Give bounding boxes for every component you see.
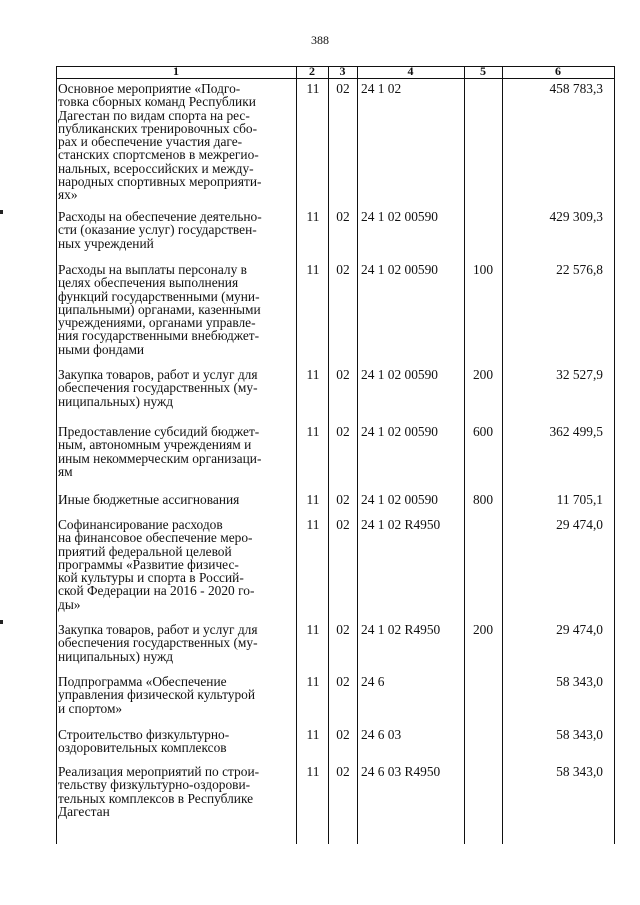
- target-article-code: 24 1 02 00590: [361, 262, 438, 277]
- subsection-code: 02: [336, 424, 350, 439]
- target-article-code: 24 6: [361, 674, 385, 689]
- subsection-code: 02: [336, 262, 350, 277]
- amount-value: 29 474,0: [556, 622, 603, 637]
- scan-edge-mark: [0, 210, 3, 214]
- expense-type-code: 600: [472, 424, 494, 439]
- amount-value: 58 343,0: [556, 764, 603, 779]
- section-code: 11: [306, 367, 320, 382]
- row-description: Софинансирование расходов на финансовое обеспечение меро- приятий федеральной целевой программы «Развитие физичес- кой культуры и спорта в Россий- ской Федерации на 2016 - 2020 го- ды»: [58, 517, 255, 612]
- section-code: 11: [306, 424, 320, 439]
- expense-type-code: 100: [472, 262, 494, 277]
- column-header: 3: [339, 64, 346, 78]
- target-article-code: 24 1 02 R4950: [361, 517, 441, 532]
- column-header: 5: [480, 64, 486, 78]
- amount-value: 11 705,1: [556, 492, 603, 507]
- target-article-code: 24 1 02 00590: [361, 367, 438, 382]
- subsection-code: 02: [336, 209, 350, 224]
- section-code: 11: [306, 262, 320, 277]
- target-article-code: 24 1 02 00590: [361, 492, 438, 507]
- amount-value: 29 474,0: [556, 517, 603, 532]
- page-number: 388: [311, 33, 329, 47]
- column-divider: [464, 66, 465, 844]
- amount-value: 58 343,0: [556, 727, 603, 742]
- table-right-border: [614, 66, 615, 844]
- row-description: Расходы на выплаты персоналу в целях обеспечения выполнения функций государственными (муни- ципальными) органами, казенными учреждениями, органами управле- ния государственными внебюджет- ными фондами: [58, 262, 261, 357]
- subsection-code: 02: [336, 674, 350, 689]
- row-description: Закупка товаров, работ и услуг для обеспечения государственных (му- ниципальных) нужд: [58, 622, 258, 664]
- section-code: 11: [306, 622, 320, 637]
- row-description: Реализация мероприятий по строи- тельству физкультурно-оздорови- тельных комплексов в Республике Дагестан: [58, 764, 260, 819]
- amount-value: 429 309,3: [549, 209, 603, 224]
- subsection-code: 02: [336, 622, 350, 637]
- target-article-code: 24 1 02 R4950: [361, 622, 441, 637]
- row-description: Строительство физкультурно- оздоровительных комплексов: [58, 727, 230, 756]
- column-header: 1: [173, 64, 179, 78]
- subsection-code: 02: [336, 81, 350, 96]
- column-divider: [328, 66, 329, 844]
- amount-value: 362 499,5: [549, 424, 603, 439]
- column-divider: [502, 66, 503, 844]
- target-article-code: 24 1 02: [361, 81, 402, 96]
- column-header: 4: [407, 64, 414, 78]
- row-description: Подпрограмма «Обеспечение управления физической культурой и спортом»: [58, 674, 256, 716]
- amount-value: 458 783,3: [549, 81, 603, 96]
- row-description: Расходы на обеспечение деятельно- сти (оказание услуг) государствен- ных учреждений: [58, 209, 262, 251]
- expense-type-code: 800: [472, 492, 494, 507]
- section-code: 11: [306, 764, 320, 779]
- target-article-code: 24 6 03: [361, 727, 402, 742]
- row-description: Иные бюджетные ассигнования: [58, 492, 240, 507]
- amount-value: 22 576,8: [556, 262, 603, 277]
- subsection-code: 02: [336, 492, 350, 507]
- subsection-code: 02: [336, 367, 350, 382]
- subsection-code: 02: [336, 727, 350, 742]
- expense-type-code: 200: [472, 367, 494, 382]
- expense-type-code: 200: [472, 622, 494, 637]
- row-description: Основное мероприятие «Подго- товка сборных команд Республики Дагестан по видам спорта на рес- публиканских тренировочных сбо- рах и обеспечение участия даге- станских спортсменов в межрегио- нальных, всероссийских и между- народных спортивных мероприяти- ях»: [58, 81, 262, 203]
- subsection-code: 02: [336, 517, 350, 532]
- section-code: 11: [306, 209, 320, 224]
- section-code: 11: [306, 517, 320, 532]
- column-divider: [357, 66, 358, 844]
- section-code: 11: [306, 492, 320, 507]
- column-header: 6: [555, 64, 561, 78]
- section-code: 11: [306, 727, 320, 742]
- amount-value: 32 527,9: [556, 367, 603, 382]
- subsection-code: 02: [336, 764, 350, 779]
- column-header: 2: [309, 64, 315, 78]
- target-article-code: 24 1 02 00590: [361, 209, 438, 224]
- row-description: Закупка товаров, работ и услуг для обеспечения государственных (му- ниципальных) нужд: [58, 367, 258, 409]
- row-description: Предоставление субсидий бюджет- ным, автономным учреждениям и иным некоммерческим организаци- ям: [58, 424, 262, 479]
- table-left-border: [56, 66, 57, 844]
- column-divider: [296, 66, 297, 844]
- target-article-code: 24 6 03 R4950: [361, 764, 441, 779]
- target-article-code: 24 1 02 00590: [361, 424, 438, 439]
- amount-value: 58 343,0: [556, 674, 603, 689]
- scan-edge-mark: [0, 620, 3, 624]
- section-code: 11: [306, 81, 320, 96]
- section-code: 11: [306, 674, 320, 689]
